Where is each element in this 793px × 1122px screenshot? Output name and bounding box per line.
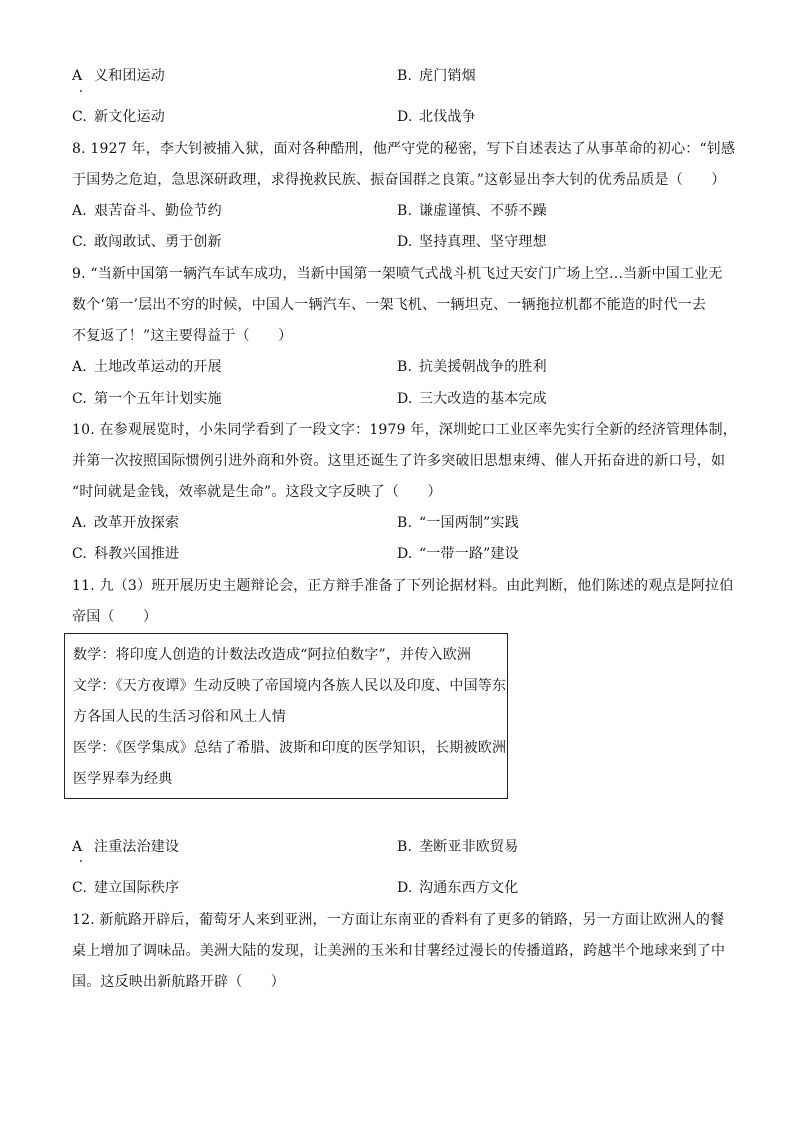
option-text: 抗美援朝战争的胜利 bbox=[419, 359, 547, 375]
q10-option-c bbox=[72, 544, 179, 564]
q9-option-b bbox=[397, 357, 547, 377]
q8-option-a bbox=[72, 201, 222, 221]
q10-stem-line-2: 并第一次按照国际惯例引进外商和外资。这里还诞生了许多突破旧思想束缚、催人开拓奋进的新口号，如 bbox=[72, 453, 726, 469]
option-text: 新文化运动 bbox=[94, 109, 165, 125]
material-line-4: 医学：《医学集成》总结了希腊、波斯和印度的医学知识，长期被欧洲 bbox=[73, 740, 507, 756]
option-key: D. bbox=[397, 234, 413, 250]
q8-option-d bbox=[397, 232, 547, 252]
material-line-3: 方各国人民的生活习俗和风土人情 bbox=[73, 709, 286, 725]
option-key: D. bbox=[397, 109, 413, 125]
option-key: A. bbox=[72, 203, 87, 219]
q10-stem-line-3: “时间就是金钱，效率就是生命”。这段文字反映了（ ） bbox=[72, 484, 442, 500]
option-key: C. bbox=[72, 880, 88, 896]
option-text: 建立国际秩序 bbox=[94, 880, 180, 896]
q7-option-c bbox=[72, 107, 165, 127]
q10-option-a bbox=[72, 513, 179, 533]
material-line-1: 数学：将印度人创造的计数法改造成“阿拉伯数字”，并传入欧洲 bbox=[73, 647, 472, 663]
stray-dot bbox=[80, 90, 82, 92]
q10-option-d bbox=[397, 544, 519, 564]
option-key: A bbox=[72, 839, 83, 855]
option-key: A. bbox=[72, 515, 87, 531]
q9-option-a bbox=[72, 357, 222, 377]
option-text: 垄断亚非欧贸易 bbox=[419, 839, 519, 855]
material-line-5: 医学界奉为经典 bbox=[73, 771, 173, 787]
q9-option-d bbox=[397, 389, 547, 409]
option-key: A. bbox=[72, 359, 87, 375]
q9-stem-line-2: 数个‘第一’层出不穷的时候，中国人一辆汽车、一架飞机、一辆坦克、一辆拖拉机都不能造的时代一去 bbox=[72, 297, 707, 313]
option-key: C. bbox=[72, 391, 88, 407]
q8-option-b bbox=[397, 201, 547, 221]
q11-material-box bbox=[64, 633, 508, 799]
option-key: C. bbox=[72, 109, 88, 125]
option-text: 注重法治建设 bbox=[94, 839, 180, 855]
option-text: 第一个五年计划实施 bbox=[94, 391, 222, 407]
q10-stem-line-1: 10. 在参观展览时，小朱同学看到了一段文字：1979 年，深圳蛇口工业区率先实行全新的经济管理体制， bbox=[72, 422, 737, 438]
option-key: B. bbox=[397, 839, 413, 855]
option-key: D. bbox=[397, 546, 413, 562]
q11-option-d bbox=[397, 878, 518, 898]
option-key: B. bbox=[397, 515, 413, 531]
option-key: D. bbox=[397, 880, 413, 896]
q11-stem-line-2: 帝国（ ） bbox=[72, 609, 158, 625]
option-text: 谦虚谨慎、不骄不躁 bbox=[419, 203, 547, 219]
q12-stem-line-2: 桌上增加了调味品。美洲大陆的发现，让美洲的玉米和甘薯经过漫长的传播道路，跨越半个地球来到了中 bbox=[72, 943, 726, 959]
option-text: 坚持真理、坚守理想 bbox=[419, 234, 547, 250]
q9-stem-line-3: 不复返了！”这主要得益于（ ） bbox=[72, 328, 293, 344]
option-text: “一带一路”建设 bbox=[419, 546, 519, 562]
q12-stem-line-3: 国。这反映出新航路开辟（ ） bbox=[72, 974, 285, 990]
option-key: C. bbox=[72, 546, 88, 562]
option-key: C. bbox=[72, 234, 88, 250]
option-text: 北伐战争 bbox=[419, 109, 476, 125]
option-text: “一国两制”实践 bbox=[419, 515, 519, 531]
option-text: 艰苦奋斗、勤俭节约 bbox=[94, 203, 222, 219]
q12-stem-line-1: 12. 新航路开辟后，葡萄牙人来到亚洲，一方面让东南亚的香料有了更多的销路，另一方面让欧洲人的餐 bbox=[72, 912, 725, 928]
q11-stem-line-1: 11. 九（3）班开展历史主题辩论会，正方辩手准备了下列论据材料。由此判断，他们陈述的观点是阿拉伯 bbox=[72, 578, 734, 594]
q9-option-c bbox=[72, 389, 222, 409]
q11-option-b bbox=[397, 837, 518, 857]
q11-option-c bbox=[72, 878, 179, 898]
option-text: 三大改造的基本完成 bbox=[419, 391, 547, 407]
q7-option-a bbox=[72, 66, 165, 86]
option-key: D. bbox=[397, 391, 413, 407]
option-key: B. bbox=[397, 68, 413, 84]
q11-option-a bbox=[72, 837, 179, 857]
q7-option-b bbox=[397, 66, 476, 86]
q8-option-c bbox=[72, 232, 222, 252]
option-text: 敢闯敢试、勇于创新 bbox=[94, 234, 222, 250]
option-text: 科教兴国推进 bbox=[94, 546, 180, 562]
q9-stem-line-1: 9. “当新中国第一辆汽车试车成功，当新中国第一架喷气式战斗机飞过天安门广场上空…当新中国工业无 bbox=[72, 266, 723, 282]
q8-stem-line-2: 于国势之危迫，急思深研政理，求得挽救民族、振奋国群之良策。”这彰显出李大钊的优秀品质是（ ） bbox=[72, 172, 726, 188]
option-text: 沟通东西方文化 bbox=[419, 880, 519, 896]
option-text: 改革开放探索 bbox=[94, 515, 180, 531]
option-key: B. bbox=[397, 203, 413, 219]
q7-option-d bbox=[397, 107, 476, 127]
option-key: A bbox=[72, 68, 83, 84]
stray-dot bbox=[80, 860, 82, 862]
option-key: B. bbox=[397, 359, 413, 375]
option-text: 义和团运动 bbox=[94, 68, 165, 84]
q8-stem-line-1: 8. 1927 年，李大钊被捕入狱，面对各种酷刑，他严守党的秘密，写下自述表达了从事革命的初心：“钊感 bbox=[72, 141, 736, 157]
material-line-2: 文学：《天方夜谭》生动反映了帝国境内各族人民以及印度、中国等东 bbox=[73, 678, 507, 694]
option-text: 虎门销烟 bbox=[419, 68, 476, 84]
q10-option-b bbox=[397, 513, 519, 533]
option-text: 土地改革运动的开展 bbox=[94, 359, 222, 375]
